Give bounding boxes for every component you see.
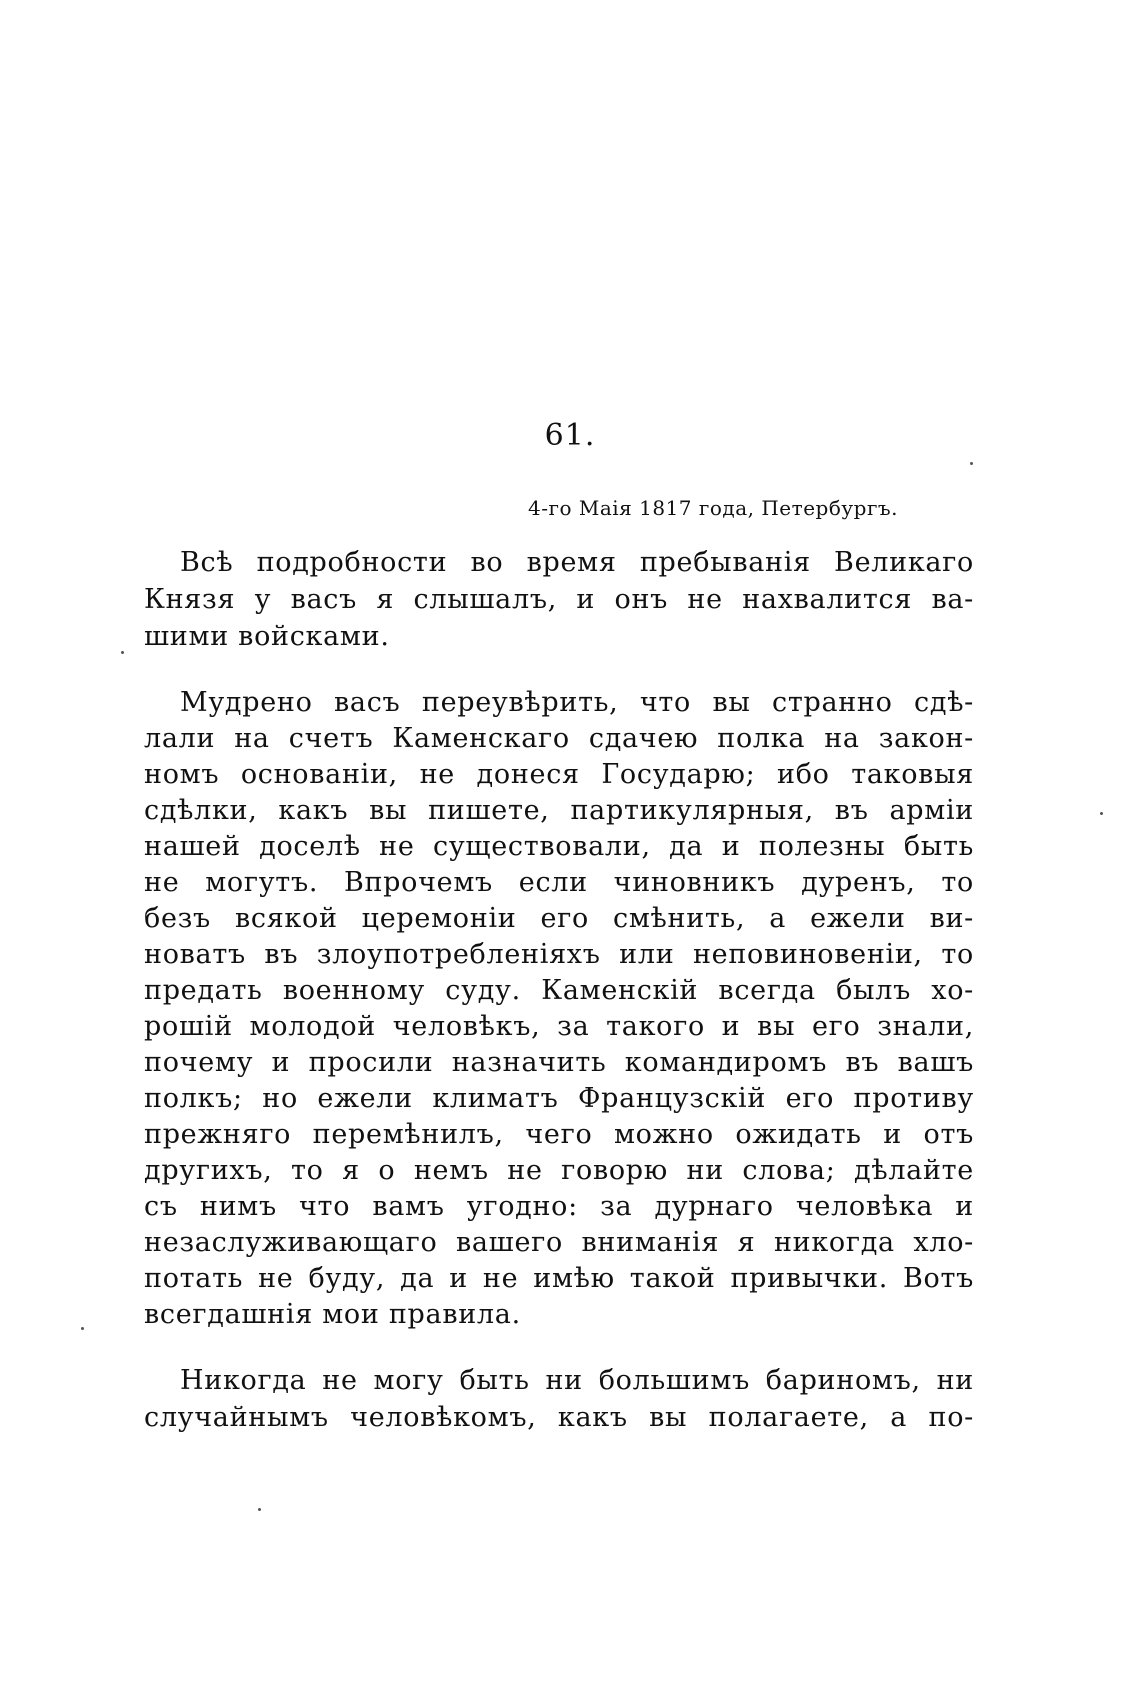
text-line: почему и просили назначить командиромъ въ вашъ: [144, 1047, 974, 1078]
scan-speck: [121, 651, 124, 654]
text-line: всегдашнія мои правила.: [144, 1299, 521, 1330]
scan-speck: [81, 1327, 84, 1330]
text-line: шими войсками.: [144, 621, 390, 652]
text-line: Князя у васъ я слышалъ, и онъ не нахвалится ва-: [144, 584, 974, 615]
scan-speck: [970, 462, 973, 465]
text-line: предать военному суду. Каменскій всегда былъ хо-: [144, 975, 974, 1006]
text-line: не могутъ. Впрочемъ если чиновникъ дуренъ, то: [144, 867, 974, 898]
text-line: Мудрено васъ переувѣрить, что вы странно сдѣ-: [180, 687, 974, 718]
text-line: другихъ, то я о немъ не говорю ни слова; дѣлайте: [144, 1155, 974, 1186]
text-line: новатъ въ злоупотребленіяхъ или неповиновеніи, то: [144, 939, 974, 970]
text-line: номъ основаніи, не донеся Государю; ибо таковыя: [144, 759, 974, 790]
text-line: случайнымъ человѣкомъ, какъ вы полагаете, а по-: [144, 1402, 974, 1433]
text-line: безъ всякой церемоніи его смѣнить, а ежели ви-: [144, 903, 974, 934]
text-line: полкъ; но ежели климатъ Французскій его противу: [144, 1083, 974, 1114]
text-line: Всѣ подробности во время пребыванія Великаго: [180, 547, 974, 578]
text-line: съ нимъ что вамъ угодно: за дурнаго человѣка и: [144, 1191, 974, 1222]
scan-speck: [258, 1508, 261, 1511]
text-line: лали на счетъ Каменскаго сдачею полка на закон-: [144, 723, 974, 754]
text-line: потать не буду, да и не имѣю такой привычки. Вотъ: [144, 1263, 974, 1294]
text-line: прежняго перемѣнилъ, чего можно ожидать и отъ: [144, 1119, 974, 1150]
text-line: рошій молодой человѣкъ, за такого и вы его знали,: [144, 1011, 974, 1042]
text-line: сдѣлки, какъ вы пишете, партикулярныя, въ арміи: [144, 795, 974, 826]
scan-speck: [1100, 812, 1103, 815]
text-line: незаслуживающаго вашего вниманія я никогда хло-: [144, 1227, 974, 1258]
letter-dateline: 4-го Маія 1817 года, Петербургъ.: [528, 496, 899, 520]
letter-number: 61.: [544, 418, 596, 453]
text-line: нашей доселѣ не существовали, да и полезны быть: [144, 831, 974, 862]
text-line: Никогда не могу быть ни большимъ бариномъ, ни: [180, 1365, 974, 1396]
